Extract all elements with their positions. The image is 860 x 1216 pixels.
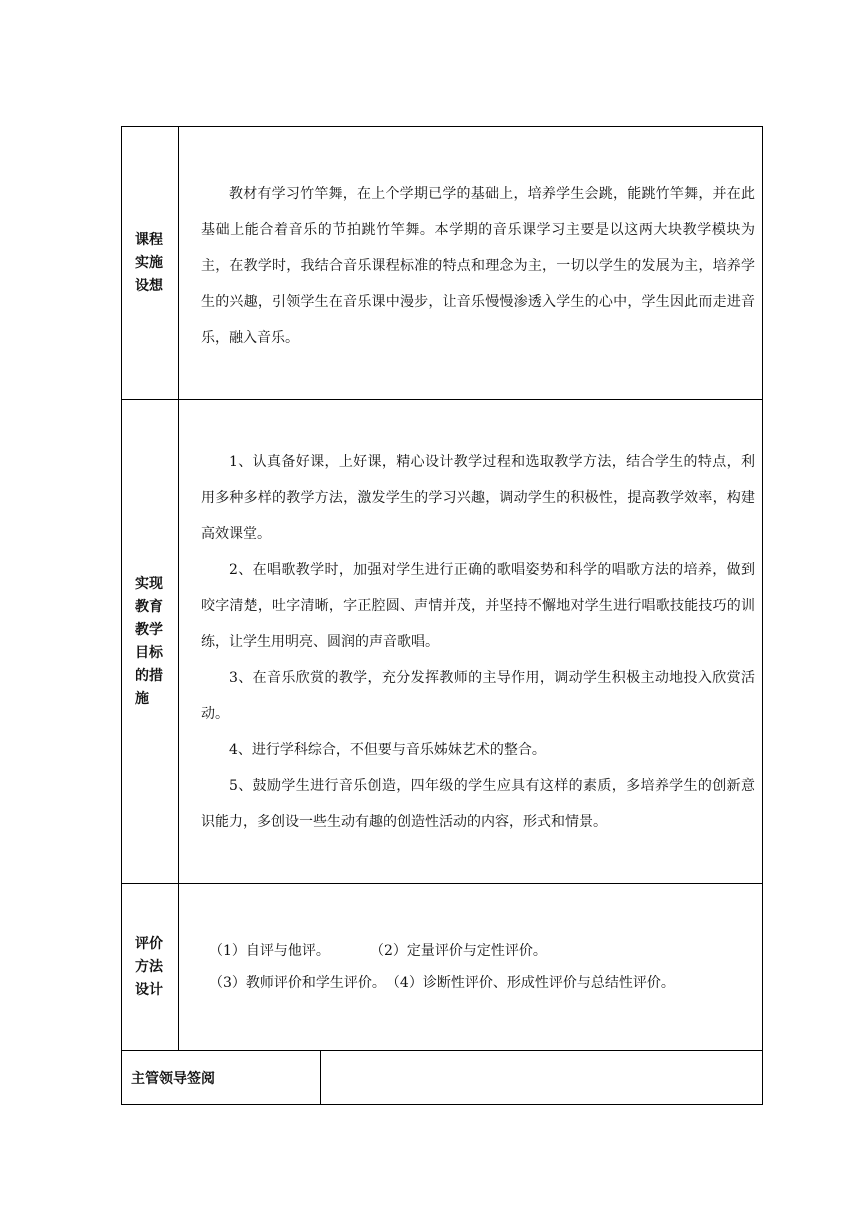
row-sign [122, 1051, 762, 1104]
evaluation-item-2: （2）定量评价与定性评价。 [370, 943, 547, 959]
measure-paragraph-5: 5、鼓励学生进行音乐创造，四年级的学生应具有这样的素质，多培养学生的创新意识能力，多创设一些生动有趣的创造性活动的内容，形式和情景。 [201, 777, 755, 830]
evaluation-item-4: （4）诊断性评价、形成性评价与总结性评价。 [385, 975, 675, 991]
sign-label: 主管领导签阅 [122, 1051, 321, 1104]
measure-paragraph-3: 3、在音乐欣赏的教学，充分发挥教师的主导作用，调动学生积极主动地投入欣赏活动。 [201, 669, 755, 722]
row-label-measures: 实现教育教学目标的措施 [135, 575, 163, 707]
row-label-cell [122, 884, 179, 1050]
row-content-evaluation [179, 884, 762, 1050]
row-label-cell [122, 127, 179, 399]
evaluation-item-3: （3）教师评价和学生评价。 [209, 975, 386, 991]
row-label-evaluation: 评价方法设计 [135, 935, 163, 998]
row-measures [122, 400, 762, 884]
row-label-course-plan: 课程实施设想 [135, 231, 163, 294]
evaluation-line [179, 935, 755, 967]
row-evaluation [122, 884, 762, 1051]
measure-paragraph-4: 4、进行学科综合，不但要与音乐姊妹艺术的整合。 [229, 741, 546, 758]
row-content-measures [179, 400, 762, 883]
evaluation-line [179, 967, 755, 999]
sign-field[interactable] [321, 1051, 762, 1104]
row-course-plan [122, 127, 762, 400]
evaluation-item-1: （1）自评与他评。 [209, 943, 330, 959]
plan-table [121, 126, 763, 1105]
row-content-course-plan [179, 127, 762, 399]
measure-paragraph-2: 2、在唱歌教学时，加强对学生进行正确的歌唱姿势和科学的唱歌方法的培养，做到咬字清楚，吐字清晰，字正腔圆、声情并茂，并坚持不懈地对学生进行唱歌技能技巧的训练，让学生用明亮、圆润的声音歌唱。 [201, 561, 755, 650]
row-label-cell [122, 400, 179, 883]
plan-paragraph: 教材有学习竹竿舞，在上个学期已学的基础上，培养学生会跳，能跳竹竿舞，并在此基础上能合着音乐的节拍跳竹竿舞。本学期的音乐课学习主要是以这两大块教学模块为主，在教学时，我结合音乐课程标准的特点和理念为主，一切以学生的发展为主，培养学生的兴趣，引领学生在音乐课中漫步，让音乐慢慢渗透入学生的心中，学生因此而走进音乐，融入音乐。 [201, 186, 755, 346]
measure-paragraph-1: 1、认真备好课，上好课，精心设计教学过程和选取教学方法，结合学生的特点，利用多种多样的教学方法，激发学生的学习兴趣，调动学生的积极性，提高教学效率，构建高效课堂。 [201, 453, 755, 542]
